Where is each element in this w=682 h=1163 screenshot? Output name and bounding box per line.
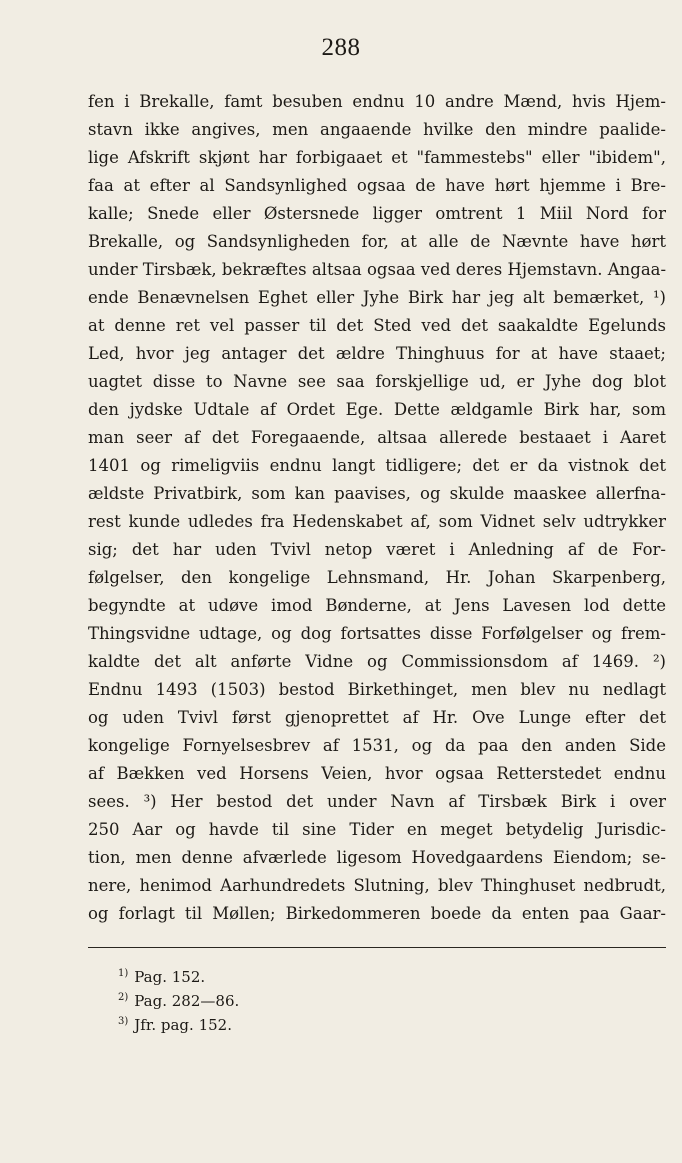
- text-line: kongelige Fornyelsesbrev af 1531, og da paa den anden Side: [88, 736, 666, 755]
- text-line: lige Afskrift skjønt har forbigaaet et "fammestebs" eller "ibidem",: [88, 148, 666, 167]
- footnote: [118, 962, 478, 986]
- text-line: 250 Aar og havde til sine Tider en meget betydelig Jurisdic-: [88, 820, 666, 839]
- text-line: at denne ret vel passer til det Sted ved det saakaldte Egelunds: [88, 316, 666, 335]
- footnote-mark: 2): [118, 992, 129, 1003]
- text-line: man seer af det Foregaaende, altsaa allerede bestaaet i Aaret: [88, 428, 666, 447]
- text-line: Thingsvidne udtage, og dog fortsattes disse Forfølgelser og frem-: [88, 624, 666, 643]
- text-line: af Bækken ved Horsens Veien, hvor ogsaa Retterstedet endnu: [88, 764, 666, 783]
- footnote: [118, 986, 478, 1010]
- text-line: faa at efter al Sandsynlighed ogsaa de have hørt hjemme i Bre-: [88, 176, 666, 195]
- footnotes: [118, 962, 478, 1034]
- text-line: begyndte at udøve imod Bønderne, at Jens Lavesen lod dette: [88, 596, 666, 615]
- text-line: og forlagt til Møllen; Birkedommeren boede da enten paa Gaar-: [88, 904, 666, 923]
- text-line: uagtet disse to Navne see saa forskjellige ud, er Jyhe dog blot: [88, 372, 666, 391]
- text-line: og uden Tvivl først gjenoprettet af Hr. Ove Lunge efter det: [88, 708, 666, 727]
- text-line: Led, hvor jeg antager det ældre Thinghuus for at have staaet;: [88, 344, 666, 363]
- text-line: rest kunde udledes fra Hedenskabet af, som Vidnet selv udtrykker: [88, 512, 666, 531]
- body-text: [88, 88, 666, 928]
- text-line: kalle; Snede eller Østersnede ligger omtrent 1 Miil Nord for: [88, 204, 666, 223]
- text-line: ældste Privatbirk, som kan paavises, og skulde maaskee allerfna-: [88, 484, 666, 503]
- text-line: kaldte det alt anførte Vidne og Commissionsdom af 1469. ²): [88, 652, 666, 671]
- footnote-text: Jfr. pag. 152.: [134, 1016, 232, 1034]
- text-line: fen i Brekalle, famt besuben endnu 10 andre Mænd, hvis Hjem-: [88, 92, 666, 111]
- text-line: tion, men denne afværlede ligesom Hovedgaardens Eiendom; se-: [88, 848, 666, 867]
- text-line: nere, henimod Aarhundredets Slutning, blev Thinghuset nedbrudt,: [88, 876, 666, 895]
- footnote: [118, 1010, 478, 1034]
- text-line: under Tirsbæk, bekræftes altsaa ogsaa ved deres Hjemstavn. Angaa-: [88, 260, 666, 279]
- text-line: 1401 og rimeligviis endnu langt tidligere; det er da vistnok det: [88, 456, 666, 475]
- text-line: den jydske Udtale af Ordet Ege. Dette ældgamle Birk har, som: [88, 400, 666, 419]
- text-line: sees. ³) Her bestod det under Navn af Tirsbæk Birk i over: [88, 792, 666, 811]
- page-number: 288: [321, 34, 361, 61]
- footnote-text: Pag. 152.: [134, 968, 206, 986]
- text-line: sig; det har uden Tvivl netop været i Anledning af de For-: [88, 540, 666, 559]
- footnote-divider: [88, 947, 666, 948]
- text-line: Endnu 1493 (1503) bestod Birkethinget, men blev nu nedlagt: [88, 680, 666, 699]
- footnote-mark: 1): [118, 968, 129, 979]
- text-line: Brekalle, og Sandsynligheden for, at alle de Nævnte have hørt: [88, 232, 666, 251]
- text-line: stavn ikke angives, men angaaende hvilke den mindre paalide-: [88, 120, 666, 139]
- footnote-mark: 3): [118, 1016, 129, 1027]
- text-line: ende Benævnelsen Eghet eller Jyhe Birk har jeg alt bemærket, ¹): [88, 288, 666, 307]
- footnote-text: Pag. 282—86.: [134, 992, 240, 1010]
- text-line: følgelser, den kongelige Lehnsmand, Hr. Johan Skarpenberg,: [88, 568, 666, 587]
